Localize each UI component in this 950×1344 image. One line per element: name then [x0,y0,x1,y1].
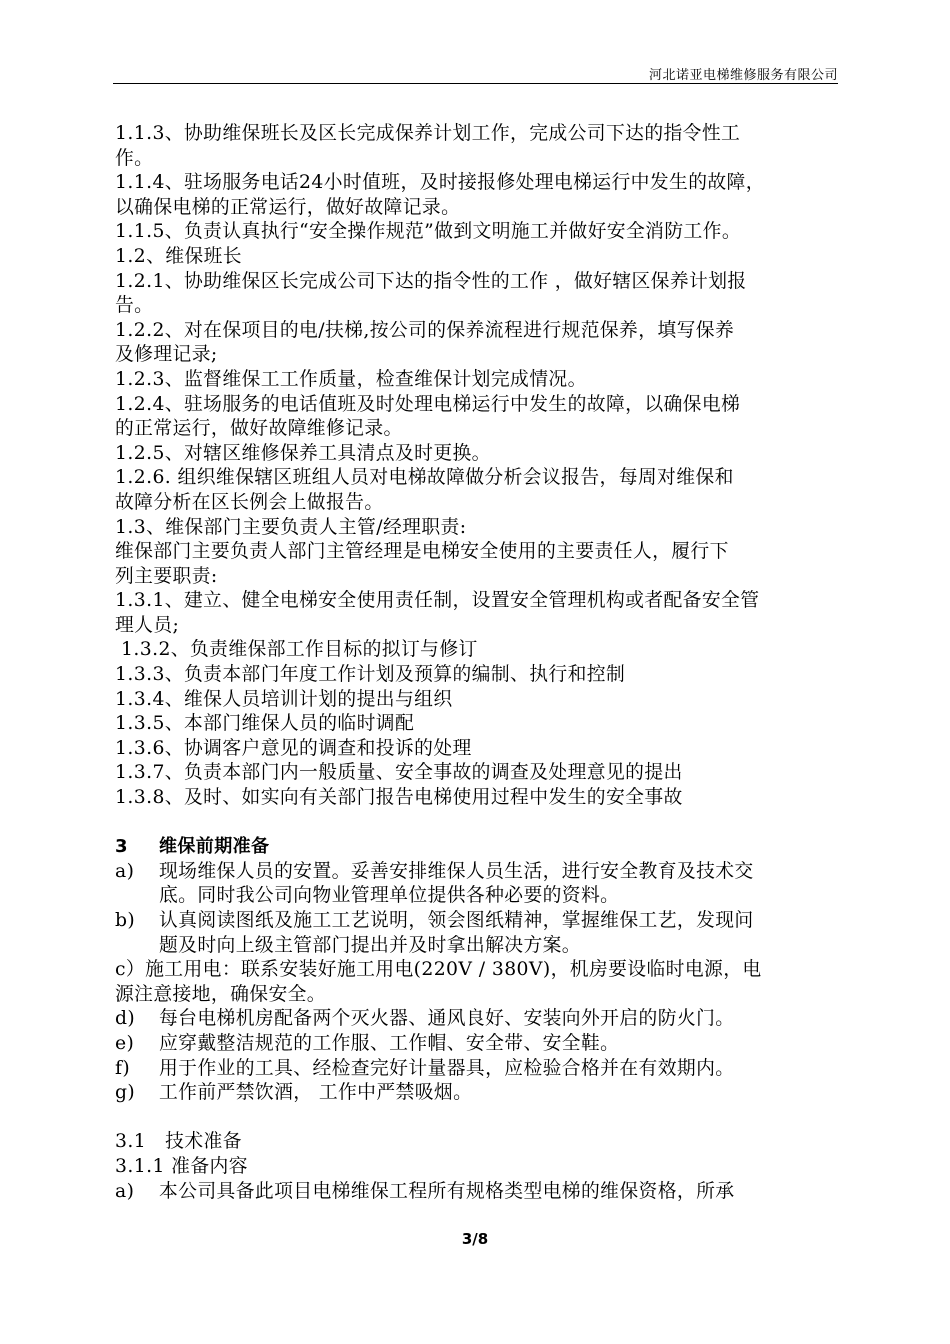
document-body [115,122,840,1204]
list-marker: f) [115,1057,131,1079]
list-text: 本公司具备此项目电梯维保工程所有规格类型电梯的维保资格，所承 [159,1180,735,1202]
list-marker: e) [115,1032,135,1054]
text-line: 1.2.6. 组织维保辖区班组人员对电梯故障做分析会议报告，每周对维保和 [115,467,734,489]
text-line: 1.2.3、监督维保工工作质量，检查维保计划完成情况。 [115,368,587,390]
list-item [115,1007,840,1032]
list-text: 每台电梯机房配备两个灭火器、通风良好、安装向外开启的防火门。 [159,1008,735,1030]
list-text: 现场维保人员的安置。妥善安排维保人员生活，进行安全教育及技术交 [159,860,754,882]
list-item [115,1081,840,1106]
text-line: 1.3.7、负责本部门内一般质量、安全事故的调查及处理意见的提出 [115,762,683,784]
list-text-continued: 底。同时我公司向物业管理单位提供各种必要的资料。 [159,885,620,907]
text-line: 理人员; [115,614,180,636]
header-divider [113,83,838,84]
section-title: 维保前期准备 [159,836,270,858]
text-line: 及修理记录; [115,344,218,366]
list-marker: a) [115,1180,135,1202]
list-item [115,909,840,934]
text-line: 1.1.5、负责认真执行“安全操作规范”做到文明施工并做好安全消防工作。 [115,221,742,243]
text-line: 1.3.1、建立、健全电梯安全使用责任制，设置安全管理机构或者配备安全管 [115,590,760,612]
text-line: 1.2.4、驻场服务的电话值班及时处理电梯运行中发生的故障，以确保电梯 [115,393,741,415]
text-line: 故障分析在区长例会上做报告。 [115,491,384,513]
list-item-c: c）施工用电：联系安装好施工用电(220V / 380V)，机房要设临时电源，电 [115,959,762,981]
list-text: 用于作业的工具、经检查完好计量器具，应检验合格并在有效期内。 [159,1057,735,1079]
text-line: 作。 [115,147,154,169]
list-text: 工作前严禁饮酒， 工作中严禁吸烟。 [159,1082,473,1104]
text-line: 维保部门主要负责人部门主管经理是电梯安全使用的主要责任人，履行下 [115,541,729,563]
text-line: 1.3.3、负责本部门年度工作计划及预算的编制、执行和控制 [115,664,626,686]
text-line: 1.1.3、协助维保班长及区长完成保养计划工作，完成公司下达的指令性工 [115,123,741,144]
list-item [115,1057,840,1082]
list-text: 应穿戴整洁规范的工作服、工作帽、安全带、安全鞋。 [159,1032,620,1054]
header-company-name: 河北诺亚电梯维修服务有限公司 [648,68,838,83]
spacer [115,1106,840,1131]
text-line: 1.2.2、对在保项目的电/扶梯,按公司的保养流程进行规范保养，填写保养 [115,319,735,341]
list-text-continued: 源注意接地，确保安全。 [115,983,326,1005]
text-line: 1.3.2、负责维保部工作目标的拟订与修订 [121,639,478,661]
text-line: 1.3.4、维保人员培训计划的提出与组织 [115,688,453,710]
list-text: 认真阅读图纸及施工工艺说明，领会图纸精神，掌握维保工艺，发现问 [159,910,754,931]
list-marker: b) [115,910,136,931]
text-line: 以确保电梯的正常运行，做好故障记录。 [115,196,461,218]
list-marker: a) [115,860,135,882]
text-line: 列主要职责: [115,565,218,587]
text-line: 1.3.6、协调客户意见的调查和投诉的处理 [115,737,472,759]
section-heading [115,835,840,860]
text-line: 1.2.1、协助维保区长完成公司下达的指令性的工作 ，做好辖区保养计划报 [115,270,747,292]
list-marker: d) [115,1008,136,1030]
spacer [115,811,840,836]
list-item [115,1180,840,1205]
text-line: 1.2.5、对辖区维修保养工具清点及时更换。 [115,442,491,464]
list-item [115,1032,840,1057]
list-text-continued: 题及时向上级主管部门提出并及时拿出解决方案。 [159,934,581,956]
text-line: 1.1.4、驻场服务电话24小时值班，及时接报修处理电梯运行中发生的故障， [115,172,765,194]
subsection-heading: 3.1 技术准备 [115,1131,242,1153]
page-number: 3/8 [461,1230,489,1248]
text-line: 1.3.8、及时、如实向有关部门报告电梯使用过程中发生的安全事故 [115,787,683,809]
text-line: 1.2、维保班长 [115,245,242,267]
text-line: 1.3.5、本部门维保人员的临时调配 [115,713,415,735]
text-line: 1.3、维保部门主要负责人主管/经理职责: [115,516,467,538]
text-line: 的正常运行，做好故障维修记录。 [115,418,403,440]
text-line: 告。 [115,295,154,317]
section-number: 3 [115,836,128,858]
list-marker: g) [115,1082,136,1104]
list-item [115,860,840,885]
subsubsection-heading: 3.1.1 准备内容 [115,1155,248,1177]
